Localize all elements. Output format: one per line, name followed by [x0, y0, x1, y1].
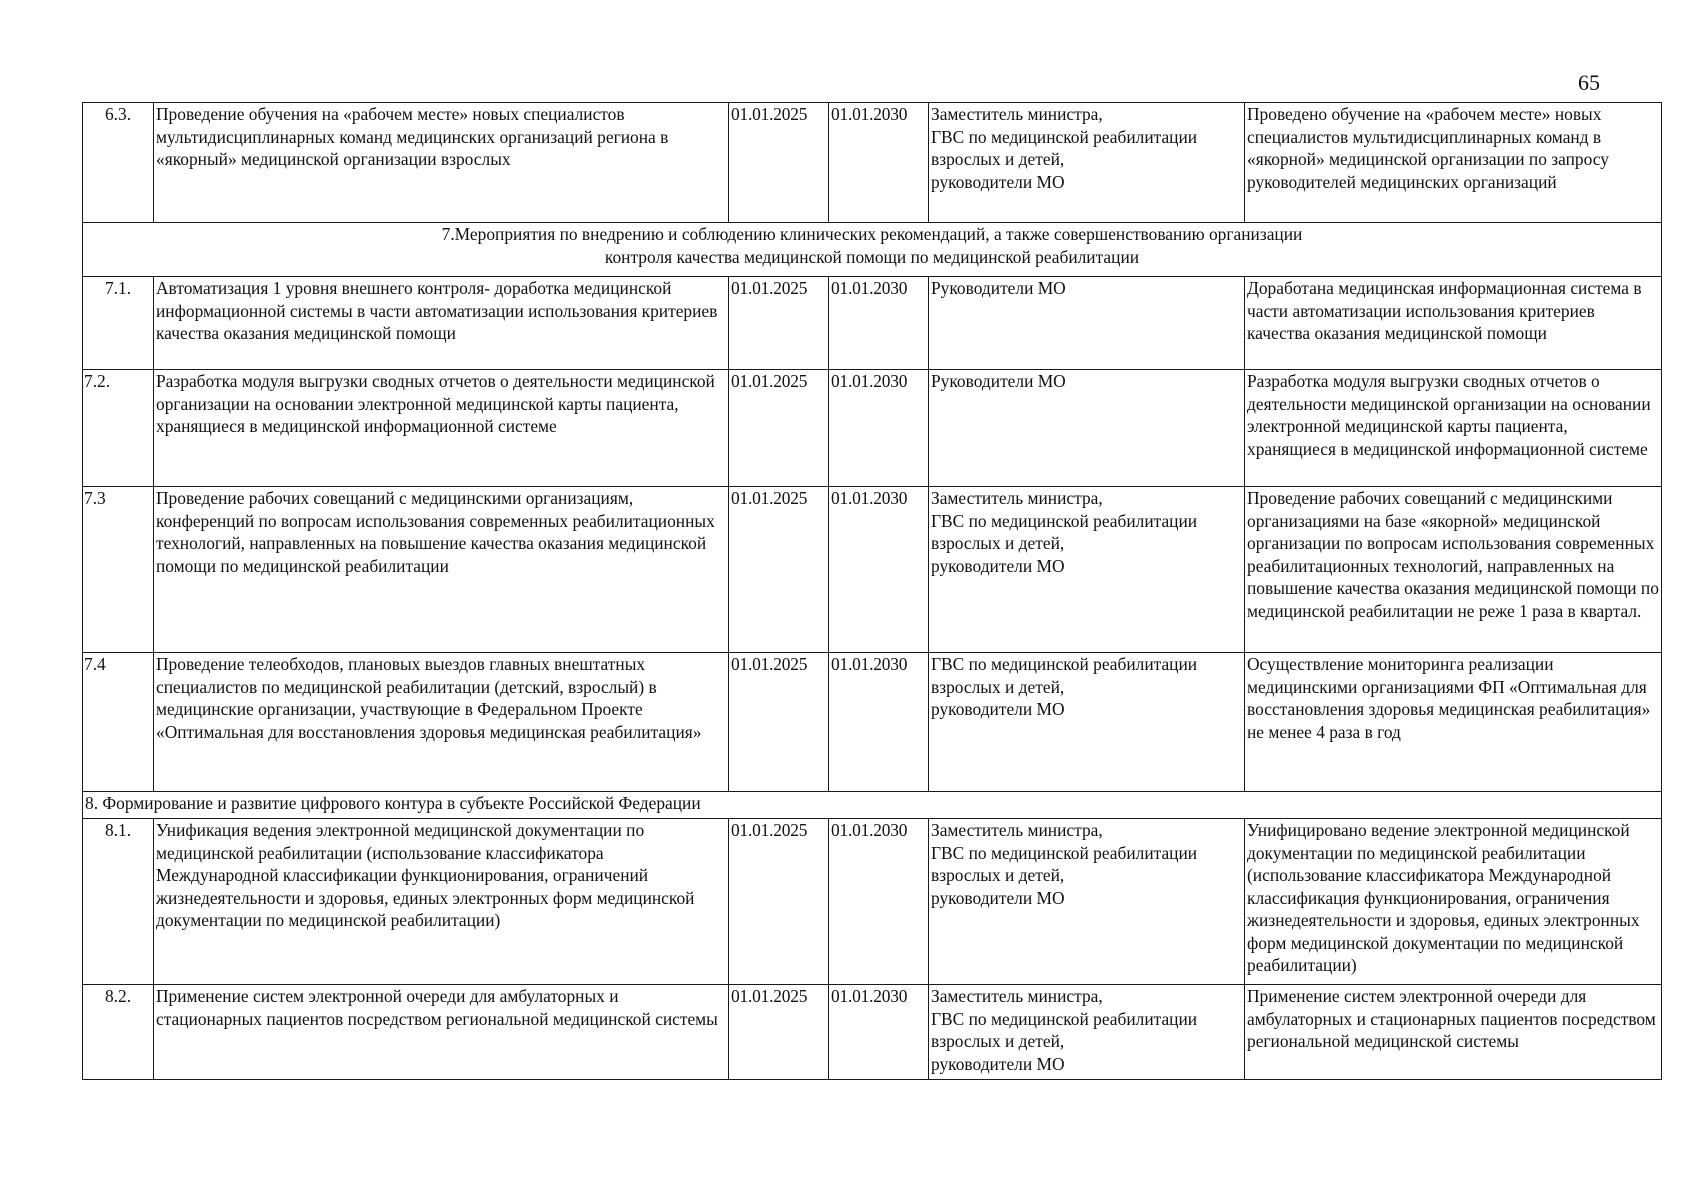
start-date-cell: 01.01.2025	[729, 653, 829, 792]
action-plan-table	[82, 102, 1662, 1080]
responsible-cell: Руководители МО	[929, 370, 1245, 487]
result-cell: Унифицировано ведение электронной медицинской документации по медицинской реабилитации (использование классификатора Международной классификация функционирования, ограничения жизнедеятельности и здоровья, единых электронных форм медицинской документации по медицинской реабилитации)	[1245, 819, 1662, 985]
result-cell: Разработка модуля выгрузки сводных отчетов о деятельности медицинской организации на основании электронной медицинской карты пациента, хранящиеся в медицинской информационной системе	[1245, 370, 1662, 487]
result-cell: Проведение рабочих совещаний с медицинскими организациями на базе «якорной» медицинской организации по вопросам использования современных реабилитационных технологий, направленных на повышение качества оказания медицинской помощи по медицинской реабилитации не реже 1 раза в квартал.	[1245, 487, 1662, 653]
start-date-cell: 01.01.2025	[729, 370, 829, 487]
item-number-cell: 8.2.	[83, 985, 154, 1080]
responsible-cell: Руководители МО	[929, 277, 1245, 370]
responsible-cell: ГВС по медицинской реабилитации взрослых и детей, руководители МО	[929, 653, 1245, 792]
responsible-cell: Заместитель министра, ГВС по медицинской реабилитации взрослых и детей, руководители МО	[929, 819, 1245, 985]
end-date-cell: 01.01.2030	[829, 487, 929, 653]
item-number-cell: 7.4	[83, 653, 154, 792]
item-number-cell: 7.1.	[83, 277, 154, 370]
table-row	[83, 103, 1662, 223]
end-date-cell: 01.01.2030	[829, 985, 929, 1080]
end-date-cell: 01.01.2030	[829, 277, 929, 370]
activity-cell: Разработка модуля выгрузки сводных отчетов о деятельности медицинской организации на основании электронной медицинской карты пациента, хранящиеся в медицинской информационной системе	[154, 370, 729, 487]
responsible-cell: Заместитель министра, ГВС по медицинской реабилитации взрослых и детей, руководители МО	[929, 985, 1245, 1080]
item-number-cell: 7.2.	[83, 370, 154, 487]
section-title-line: 7.Мероприятия по внедрению и соблюдению клинических рекомендаций, а также совершенствованию организации	[441, 224, 1303, 244]
table-row	[83, 653, 1662, 792]
start-date-cell: 01.01.2025	[729, 277, 829, 370]
section-header-row	[83, 792, 1662, 819]
end-date-cell: 01.01.2030	[829, 103, 929, 223]
start-date-cell: 01.01.2025	[729, 487, 829, 653]
activity-cell: Автоматизация 1 уровня внешнего контроля- доработка медицинской информационной системы в части автоматизации использования критериев качества оказания медицинской помощи	[154, 277, 729, 370]
start-date-cell: 01.01.2025	[729, 819, 829, 985]
activity-cell: Проведение обучения на «рабочем месте» новых специалистов мультидисциплинарных команд медицинских организаций региона в «якорный» медицинской организации взрослых	[154, 103, 729, 223]
start-date-cell: 01.01.2025	[729, 985, 829, 1080]
table-row	[83, 487, 1662, 653]
table-row	[83, 277, 1662, 370]
result-cell: Осуществление мониторинга реализации медицинскими организациями ФП «Оптимальная для восстановления здоровья медицинская реабилитация» не менее 4 раза в год	[1245, 653, 1662, 792]
responsible-cell: Заместитель министра, ГВС по медицинской реабилитации взрослых и детей, руководители МО	[929, 103, 1245, 223]
activity-cell: Проведение рабочих совещаний с медицинскими организациям, конференций по вопросам использования современных реабилитационных технологий, направленных на повышение качества оказания медицинской помощи по медицинской реабилитации	[154, 487, 729, 653]
section-title	[83, 792, 1662, 819]
end-date-cell: 01.01.2030	[829, 653, 929, 792]
start-date-cell: 01.01.2025	[729, 103, 829, 223]
responsible-cell: Заместитель министра, ГВС по медицинской реабилитации взрослых и детей, руководители МО	[929, 487, 1245, 653]
result-cell: Проведено обучение на «рабочем месте» новых специалистов мультидисциплинарных команд в «якорной» медицинской организации по запросу руководителей медицинских организаций	[1245, 103, 1662, 223]
item-number-cell: 7.3	[83, 487, 154, 653]
item-number-cell: 6.3.	[83, 103, 154, 223]
table-row	[83, 985, 1662, 1080]
table-row	[83, 370, 1662, 487]
section-title	[83, 223, 1662, 277]
table-body	[83, 103, 1662, 1080]
section-header-row	[83, 223, 1662, 277]
section-title-line: 8. Формирование и развитие цифрового контура в субъекте Российской Федерации	[85, 793, 701, 813]
page-number: 65	[1578, 70, 1600, 95]
activity-cell: Унификация ведения электронной медицинской документации по медицинской реабилитации (использование классификатора Международной классификации функционирования, ограничений жизнедеятельности и здоровья, единых электронных форм медицинской документации по медицинской реабилитации)	[154, 819, 729, 985]
end-date-cell: 01.01.2030	[829, 819, 929, 985]
activity-cell: Проведение телеобходов, плановых выездов главных внештатных специалистов по медицинской реабилитации (детский, взрослый) в медицинские организации, участвующие в Федеральном Проекте «Оптимальная для восстановления здоровья медицинская реабилитация»	[154, 653, 729, 792]
item-number-cell: 8.1.	[83, 819, 154, 985]
activity-cell: Применение систем электронной очереди для амбулаторных и стационарных пациентов посредством региональной медицинской системы	[154, 985, 729, 1080]
section-title-line: контроля качества медицинской помощи по медицинской реабилитации	[604, 246, 1140, 267]
end-date-cell: 01.01.2030	[829, 370, 929, 487]
table-row	[83, 819, 1662, 985]
result-cell: Применение систем электронной очереди для амбулаторных и стационарных пациентов посредством региональной медицинской системы	[1245, 985, 1662, 1080]
result-cell: Доработана медицинская информационная система в части автоматизации использования критериев качества оказания медицинской помощи	[1245, 277, 1662, 370]
